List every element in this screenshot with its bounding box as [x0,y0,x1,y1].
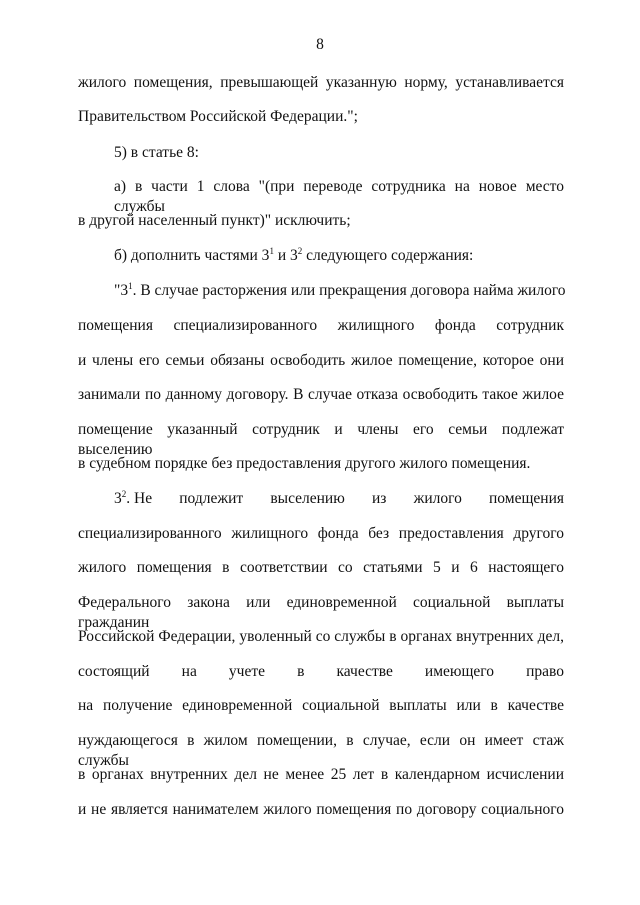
text-fragment: "3 [114,282,129,299]
text-fragment: жилого [413,490,462,507]
text-line: и члены его семьи обязаны освободить жилое помещение, которое они [78,352,564,369]
text-line: занимали по данному договору. В случае отказа освободить такое жилое [78,386,564,403]
text-fragment: выселению [270,490,345,507]
text-line: на получение единовременной социальной выплаты или в качестве [78,697,564,714]
text-line-part-3-2 [114,489,564,509]
text-fragment: б) дополнить частями 3 [114,247,270,264]
superscript: 2 [121,489,127,500]
text-line: 5) в статье 8: [114,144,199,161]
text-line: жилого помещения в соответствии со статьями 5 и 6 настоящего [78,559,564,576]
page-number: 8 [316,36,324,53]
superscript: 2 [297,246,303,257]
superscript: 1 [269,246,274,257]
text-fragment: из [372,490,387,507]
text-fragment: 3 [114,490,122,507]
text-line: Российской Федерации, уволенный со службы в органах внутренних дел, [78,628,564,645]
text-line: Правительством Российской Федерации."; [78,108,358,125]
text-fragment [114,489,152,509]
text-fragment: и 3 [273,247,298,264]
text-fragment: . Не [126,490,153,507]
text-line: в другой населенный пункт)" исключить; [78,212,351,229]
text-line: состоящий на учете в качестве имеющего право [78,663,564,680]
text-line: специализированного жилищного фонда без предоставления другого [78,525,564,542]
text-line: и не является нанимателем жилого помещения по договору социального [78,801,564,818]
text-line: а) в части 1 слова "(при переводе сотрудника на новое место службы [114,178,564,215]
text-fragment: следующего содержания: [302,247,474,264]
superscript: 1 [128,281,133,292]
text-line: жилого помещения, превышающей указанную норму, устанавливается [78,74,564,91]
text-line: в судебном порядке без предоставления другого жилого помещения. [78,455,531,472]
text-line: в органах внутренних дел не менее 25 лет в календарном исчислении [78,766,564,783]
text-line: помещения специализированного жилищного фонда сотрудник [78,317,564,334]
text-fragment: . В случае расторжения или прекращения договора найма жилого [132,282,566,299]
text-line: помещение указанный сотрудник и члены его семьи подлежат выселению [78,421,564,458]
text-fragment: подлежит [179,490,244,507]
text-line: нуждающегося в жилом помещении, в случае, если он имеет стаж службы [78,732,564,769]
text-fragment: помещения [489,490,564,507]
text-line-amendment-b [114,246,564,266]
text-line-part-3-1 [114,281,564,301]
text-line: Федерального закона или единовременной социальной выплаты гражданин [78,594,564,631]
